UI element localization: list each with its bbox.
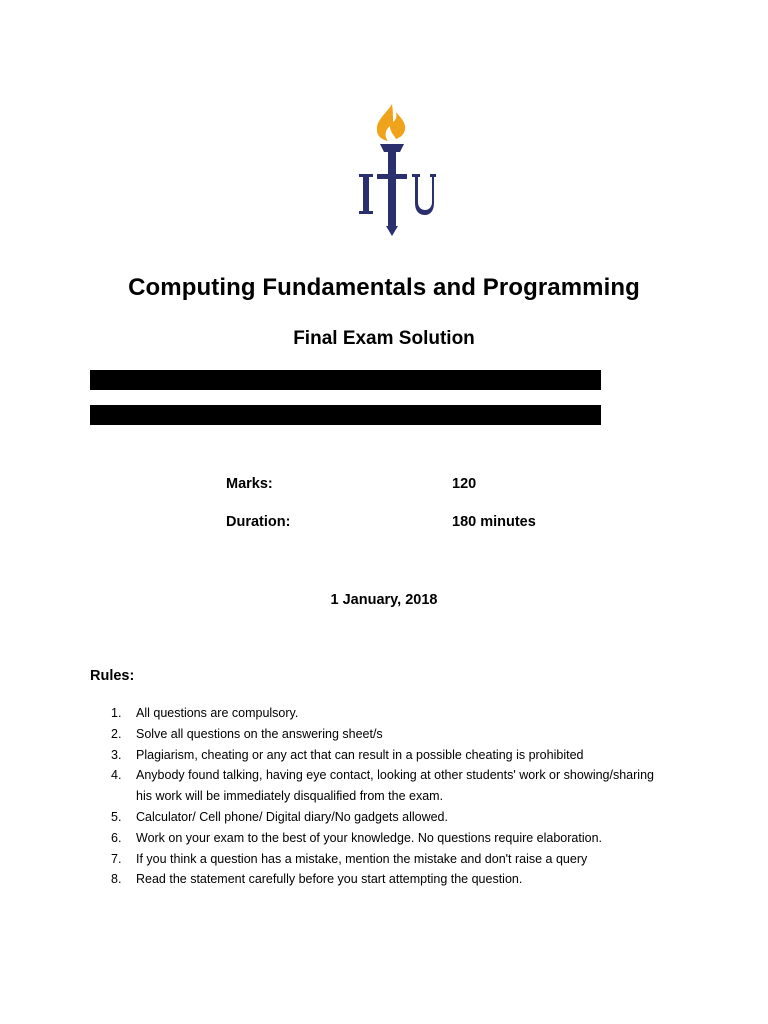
rule-item [100,745,660,766]
rule-text: Calculator/ Cell phone/ Digital diary/No gadgets allowed. [136,809,448,824]
rule-number: 1. [111,706,122,720]
rule-number: 6. [111,830,122,845]
rule-item [100,724,660,745]
rule-text: If you think a question has a mistake, mention the mistake and don't raise a query [136,851,588,866]
rule-text: Plagiarism, cheating or any act that can result in a possible cheating is prohibited [136,747,584,762]
rule-item [100,765,660,807]
rules-heading: Rules: [90,668,135,684]
rule-item [100,807,660,828]
rule-number: 3. [111,747,122,762]
rule-number: 4. [111,768,122,783]
rule-number: 2. [111,726,122,741]
rule-number: 7. [111,851,122,866]
rule-text: All questions are compulsory. [136,706,299,720]
exam-date: 1 January, 2018 [330,592,438,608]
rule-text: Work on your exam to the best of your knowledge. No questions require elaboration. [136,830,603,845]
rule-item [100,869,660,890]
itu-logo [344,102,440,250]
document-subtitle: Final Exam Solution [293,328,475,349]
duration-label: Duration: [226,514,291,530]
rule-text: Read the statement carefully before you start attempting the question. [136,872,523,887]
rule-item [100,828,660,849]
rule-text: Solve all questions on the answering sheet/s [136,726,383,741]
rule-text: Anybody found talking, having eye contact, looking at other students' work or showing/sharing his work will be immediately disqualified from the exam. [136,768,654,804]
torch-icon [344,102,440,250]
marks-label: Marks: [226,476,273,492]
redaction-bar [90,370,601,390]
rule-item [100,703,660,724]
rule-number: 8. [111,872,122,887]
document-title: Computing Fundamentals and Programming [128,274,640,301]
rule-item [100,849,660,870]
duration-value: 180 minutes [452,514,536,530]
marks-value: 120 [452,476,477,492]
rules-list [100,703,660,890]
rule-number: 5. [111,809,122,824]
redaction-bar [90,405,601,425]
